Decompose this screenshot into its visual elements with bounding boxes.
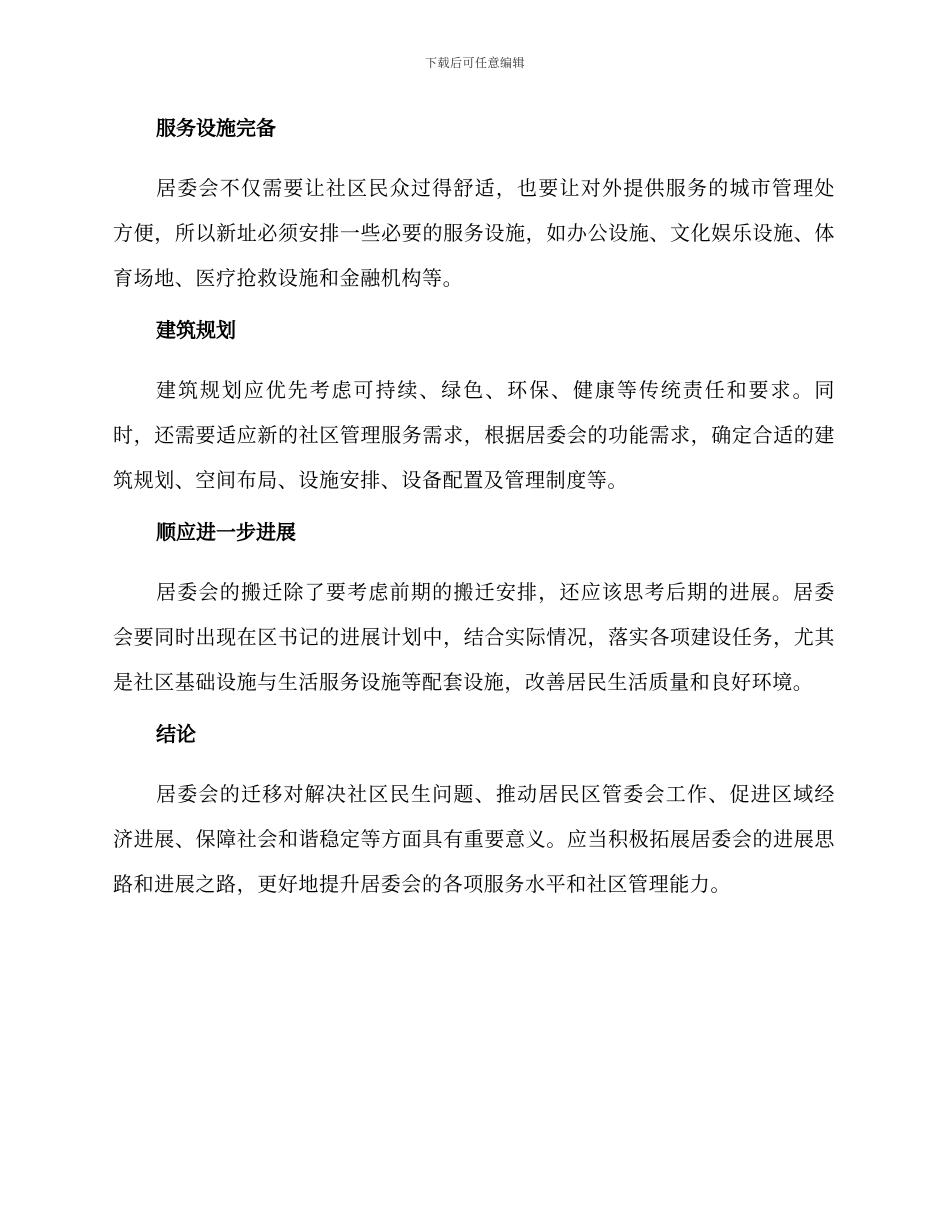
section-paragraph: 建筑规划应优先考虑可持续、绿色、环保、健康等传统责任和要求。同时，还需要适应新的社区管理服务需求，根据居委会的功能需求，确定合适的建筑规划、空间布局、设施安排、设备配置及管理制度等。 [113, 378, 835, 492]
section-paragraph: 居委会不仅需要让社区民众过得舒适，也要让对外提供服务的城市管理处方便，所以新址必须安排一些必要的服务设施，如办公设施、文化娱乐设施、体育场地、医疗抢救设施和金融机构等。 [113, 176, 835, 290]
section-building-planning [113, 314, 835, 503]
section-heading: 建筑规划 [156, 318, 236, 342]
section-paragraph: 居委会的迁移对解决社区民生问题、推动居民区管委会工作、促进区域经济进展、保障社会和谐稳定等方面具有重要意义。应当积极拓展居委会的进展思路和进展之路，更好地提升居委会的各项服务水平和社区管理能力。 [113, 782, 835, 896]
page-header-note: 下载后可任意编辑 [424, 56, 525, 70]
section-heading: 顺应进一步进展 [156, 520, 296, 544]
section-paragraph: 居委会的搬迁除了要考虑前期的搬迁安排，还应该思考后期的进展。居委会要同时出现在区书记的进展计划中，结合实际情况，落实各项建设任务，尤其是社区基础设施与生活服务设施等配套设施，改善居民生活质量和良好环境。 [113, 580, 835, 694]
section-conclusion [113, 718, 835, 907]
section-further-progress [113, 516, 835, 705]
document-body [113, 112, 835, 920]
section-service-facilities [113, 112, 835, 301]
section-heading: 结论 [156, 722, 196, 746]
section-heading: 服务设施完备 [156, 116, 276, 140]
